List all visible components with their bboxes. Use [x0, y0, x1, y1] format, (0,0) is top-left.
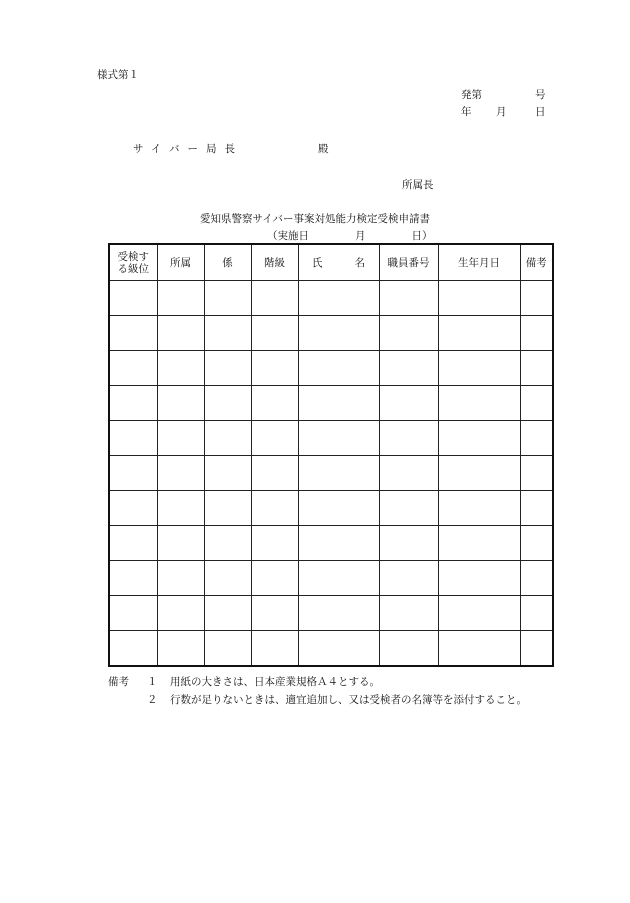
table-cell[interactable]	[438, 316, 520, 351]
header-name-given: 名	[354, 256, 365, 269]
table-cell[interactable]	[109, 491, 157, 526]
table-cell[interactable]	[251, 526, 298, 561]
table-cell[interactable]	[251, 491, 298, 526]
table-cell[interactable]	[251, 596, 298, 631]
table-cell[interactable]	[157, 631, 204, 667]
table-cell[interactable]	[379, 281, 438, 316]
table-cell[interactable]	[379, 561, 438, 596]
table-cell[interactable]	[251, 281, 298, 316]
note-number: ２	[147, 694, 158, 706]
table-cell[interactable]	[157, 281, 204, 316]
table-row	[109, 561, 553, 596]
table-cell[interactable]	[520, 351, 553, 386]
table-cell[interactable]	[438, 491, 520, 526]
table-cell[interactable]	[379, 456, 438, 491]
table-row	[109, 386, 553, 421]
table-cell[interactable]	[438, 421, 520, 456]
table-cell[interactable]	[109, 631, 157, 667]
table-cell[interactable]	[520, 596, 553, 631]
table-cell[interactable]	[157, 596, 204, 631]
table-cell[interactable]	[204, 561, 251, 596]
table-cell[interactable]	[438, 631, 520, 667]
document-title: 愛知県警察サイバー事案対処能力検定受検申請書	[199, 213, 431, 225]
table-cell[interactable]	[157, 316, 204, 351]
note-number: １	[147, 676, 158, 688]
table-cell[interactable]	[157, 456, 204, 491]
table-row	[109, 631, 553, 667]
date-month-label: 月	[496, 106, 507, 118]
table-cell[interactable]	[204, 386, 251, 421]
table-cell[interactable]	[520, 526, 553, 561]
table-cell[interactable]	[251, 316, 298, 351]
table-cell[interactable]	[204, 456, 251, 491]
table-cell[interactable]	[438, 456, 520, 491]
table-cell[interactable]	[438, 561, 520, 596]
table-cell[interactable]	[379, 421, 438, 456]
addressee-name: サイバー局長	[133, 143, 244, 155]
table-cell[interactable]	[520, 561, 553, 596]
table-cell[interactable]	[438, 281, 520, 316]
table-cell[interactable]	[204, 351, 251, 386]
table-cell[interactable]	[379, 526, 438, 561]
table-cell[interactable]	[109, 561, 157, 596]
table-cell[interactable]	[438, 596, 520, 631]
note-text: 行数が足りないときは、適宜追加し、又は受検者の名簿等を添付すること。	[170, 694, 527, 706]
table-cell[interactable]	[204, 526, 251, 561]
table-cell[interactable]	[157, 351, 204, 386]
table-cell[interactable]	[379, 491, 438, 526]
table-cell[interactable]	[204, 631, 251, 667]
table-row	[109, 316, 553, 351]
header-name	[298, 244, 379, 281]
sender-title: 所属長	[402, 179, 434, 191]
note-text: 用紙の大きさは、日本産業規格Ａ４とする。	[170, 676, 380, 688]
table-row	[109, 456, 553, 491]
table-cell[interactable]	[251, 561, 298, 596]
table-cell[interactable]	[298, 596, 379, 631]
table-cell[interactable]	[520, 316, 553, 351]
table-cell[interactable]	[109, 386, 157, 421]
table-cell[interactable]	[204, 596, 251, 631]
table-cell[interactable]	[520, 491, 553, 526]
table-row	[109, 526, 553, 561]
issue-number-prefix: 発第	[461, 89, 482, 101]
issue-number-suffix: 号	[535, 89, 546, 101]
subtitle-month: 月	[355, 230, 366, 242]
table-cell[interactable]	[379, 351, 438, 386]
header-birthdate: 生年月日	[438, 244, 520, 281]
table-cell[interactable]	[298, 456, 379, 491]
addressee-honorific: 殿	[318, 143, 329, 155]
table-row	[109, 596, 553, 631]
table-cell[interactable]	[157, 386, 204, 421]
table-cell[interactable]	[520, 421, 553, 456]
table-row	[109, 491, 553, 526]
table-cell[interactable]	[109, 281, 157, 316]
table-cell[interactable]	[109, 351, 157, 386]
document-subtitle	[267, 228, 433, 243]
table-cell[interactable]	[379, 631, 438, 667]
form-number: 様式第１	[97, 69, 139, 81]
table-row	[109, 281, 553, 316]
table-cell[interactable]	[298, 491, 379, 526]
table-cell[interactable]	[251, 351, 298, 386]
table-cell[interactable]	[204, 491, 251, 526]
date-day-label: 日	[535, 106, 546, 118]
header-grade: 受検する級位	[109, 244, 157, 281]
header-staff-number: 職員番号	[379, 244, 438, 281]
table-cell[interactable]	[157, 421, 204, 456]
applicant-table	[108, 243, 554, 667]
table-cell[interactable]	[251, 456, 298, 491]
table-cell[interactable]	[298, 421, 379, 456]
header-section: 係	[204, 244, 251, 281]
table-cell[interactable]	[204, 421, 251, 456]
table-cell[interactable]	[109, 421, 157, 456]
table-cell[interactable]	[109, 596, 157, 631]
table-cell[interactable]	[298, 316, 379, 351]
header-affiliation: 所属	[157, 244, 204, 281]
subtitle-open: （実施日	[267, 230, 309, 242]
table-cell[interactable]	[379, 596, 438, 631]
table-cell[interactable]	[298, 631, 379, 667]
table-cell[interactable]	[251, 631, 298, 667]
table-cell[interactable]	[520, 281, 553, 316]
date-year-label: 年	[461, 106, 472, 118]
table-cell[interactable]	[204, 316, 251, 351]
table-cell[interactable]	[298, 561, 379, 596]
table-cell[interactable]	[438, 351, 520, 386]
table-cell[interactable]	[298, 386, 379, 421]
table-cell[interactable]	[298, 526, 379, 561]
table-cell[interactable]	[157, 561, 204, 596]
table-cell[interactable]	[157, 526, 204, 561]
table-cell[interactable]	[109, 316, 157, 351]
table-cell[interactable]	[438, 526, 520, 561]
header-rank: 階級	[251, 244, 298, 281]
table-cell[interactable]	[204, 281, 251, 316]
table-cell[interactable]	[251, 421, 298, 456]
notes-label: 備考	[108, 676, 129, 688]
header-remarks: 備考	[520, 244, 553, 281]
table-cell[interactable]	[109, 456, 157, 491]
table-row	[109, 351, 553, 386]
table-cell[interactable]	[438, 386, 520, 421]
table-cell[interactable]	[298, 281, 379, 316]
table-row	[109, 421, 553, 456]
table-body	[109, 281, 553, 667]
table-cell[interactable]	[157, 491, 204, 526]
table-cell[interactable]	[251, 386, 298, 421]
table-cell[interactable]	[520, 631, 553, 667]
table-cell[interactable]	[109, 526, 157, 561]
table-cell[interactable]	[379, 386, 438, 421]
table-header-row	[109, 244, 553, 281]
table-cell[interactable]	[379, 316, 438, 351]
table-cell[interactable]	[520, 386, 553, 421]
table-cell[interactable]	[298, 351, 379, 386]
subtitle-day: 日）	[411, 230, 433, 242]
header-name-surname: 氏	[312, 256, 323, 269]
table-cell[interactable]	[520, 456, 553, 491]
